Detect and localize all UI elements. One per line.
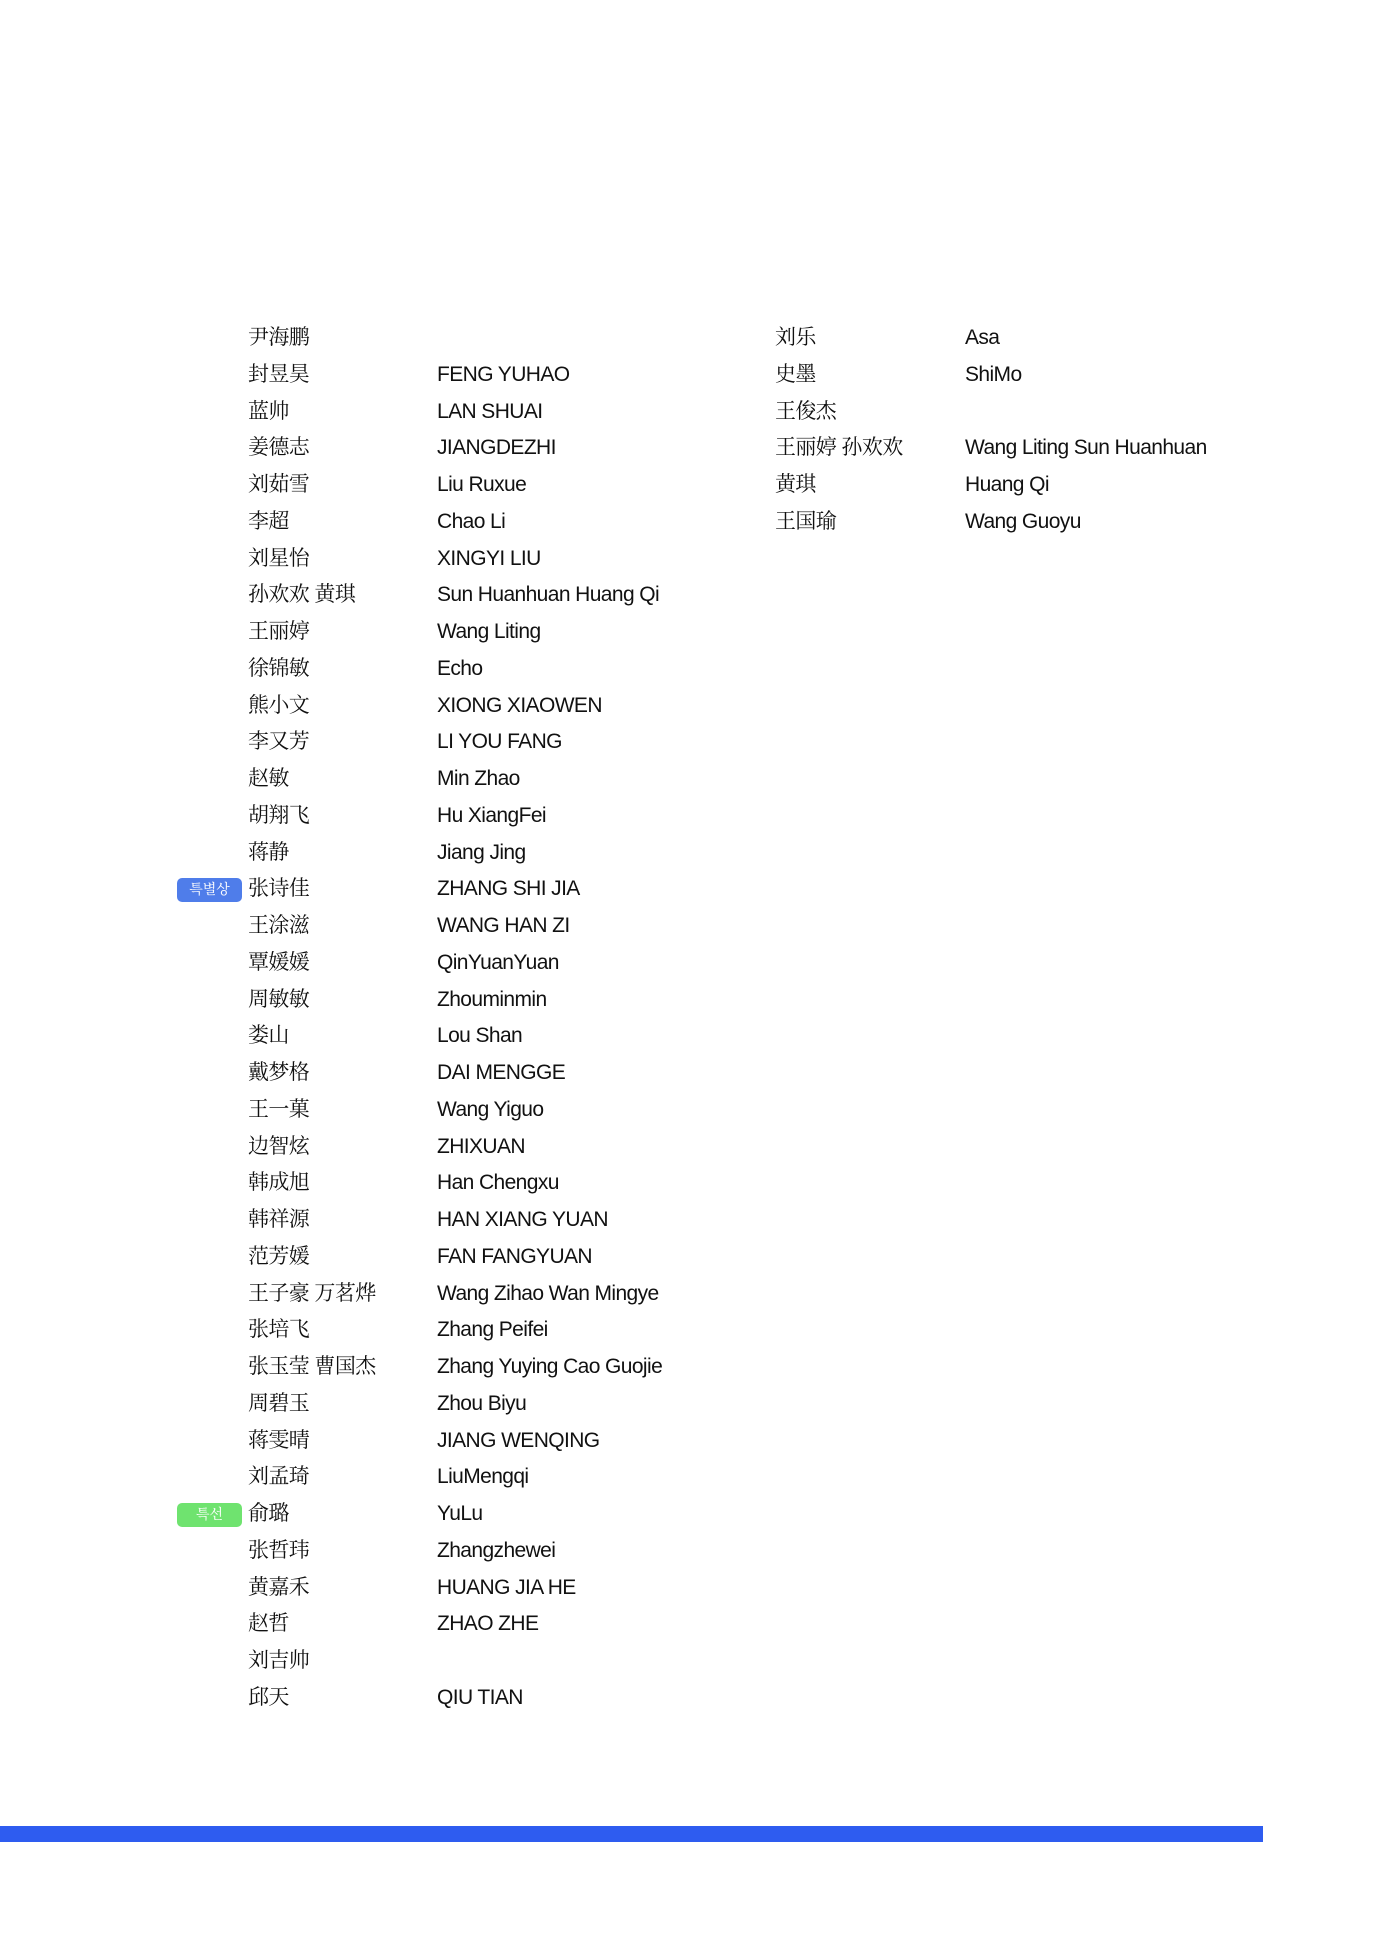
romanized-name: Huang Qi — [965, 473, 1049, 496]
romanized-name: Min Zhao — [437, 767, 520, 790]
name-row — [0, 1276, 760, 1313]
chinese-name: 刘乐 — [775, 326, 816, 349]
chinese-name: 孙欢欢 黄琪 — [248, 583, 356, 607]
chinese-name: 周碧玉 — [248, 1391, 310, 1415]
name-row — [0, 908, 760, 945]
romanized-name: ZHANG SHI JIA — [437, 877, 580, 901]
name-row — [0, 1349, 760, 1386]
chinese-name: 王子豪 万茗烨 — [248, 1281, 376, 1305]
name-row — [775, 320, 1375, 357]
chinese-name: 赵哲 — [248, 1612, 289, 1636]
romanized-name: LiuMengqi — [437, 1465, 529, 1489]
romanized-name: JIANGDEZHI — [437, 436, 556, 460]
romanized-name: Asa — [965, 326, 1000, 349]
name-row — [0, 1165, 760, 1202]
name-row — [775, 504, 1375, 541]
name-row — [0, 798, 760, 835]
chinese-name: 封昱昊 — [248, 362, 310, 386]
romanized-name: Lou Shan — [437, 1024, 523, 1048]
bottom-accent-bar — [0, 1826, 1263, 1842]
chinese-name: 张培飞 — [248, 1318, 310, 1342]
name-row — [0, 467, 760, 504]
romanized-name: XINGYI LIU — [437, 546, 541, 570]
chinese-name: 刘吉帅 — [248, 1649, 310, 1672]
chinese-name: 韩祥源 — [248, 1208, 310, 1231]
romanized-name: ZHIXUAN — [437, 1134, 525, 1158]
name-row — [0, 1129, 760, 1166]
name-row — [0, 394, 760, 431]
name-row — [0, 1312, 760, 1349]
chinese-name: 王丽婷 孙欢欢 — [775, 436, 903, 460]
romanized-name: Zhouminmin — [437, 987, 547, 1011]
romanized-name: QIU TIAN — [437, 1685, 523, 1709]
chinese-name: 张诗佳 — [248, 877, 310, 901]
name-row — [0, 871, 760, 908]
romanized-name: Sun Huanhuan Huang Qi — [437, 583, 660, 607]
name-row — [0, 614, 760, 651]
romanized-name: Zhang Yuying Cao Guojie — [437, 1355, 663, 1378]
romanized-name: LI YOU FANG — [437, 730, 562, 754]
chinese-name: 边智炫 — [248, 1134, 310, 1158]
chinese-name: 姜德志 — [248, 436, 310, 460]
chinese-name: 胡翔飞 — [248, 803, 310, 827]
chinese-name: 黄嘉禾 — [248, 1575, 310, 1599]
name-row — [0, 1055, 760, 1092]
chinese-name: 黄琪 — [775, 473, 816, 496]
left-name-list — [0, 320, 760, 1717]
chinese-name: 张玉莹 曹国杰 — [248, 1355, 376, 1378]
name-row — [0, 1570, 760, 1607]
name-row — [0, 1643, 760, 1680]
romanized-name: ShiMo — [965, 362, 1022, 386]
chinese-name: 韩成旭 — [248, 1171, 310, 1195]
romanized-name: Chao Li — [437, 509, 506, 533]
name-row — [0, 688, 760, 725]
chinese-name: 王俊杰 — [775, 399, 837, 423]
romanized-name: FENG YUHAO — [437, 362, 570, 386]
name-row — [0, 577, 760, 614]
romanized-name: YuLu — [437, 1502, 483, 1525]
romanized-name: FAN FANGYUAN — [437, 1244, 592, 1268]
chinese-name: 刘星怡 — [248, 546, 310, 570]
romanized-name: Wang Liting — [437, 620, 541, 643]
chinese-name: 刘茹雪 — [248, 473, 310, 496]
romanized-name: Zhangzhewei — [437, 1538, 556, 1562]
name-row — [0, 1533, 760, 1570]
name-row — [775, 394, 1375, 431]
name-row — [775, 357, 1375, 394]
romanized-name: LAN SHUAI — [437, 399, 543, 423]
chinese-name: 王丽婷 — [248, 620, 310, 643]
romanized-name: Hu XiangFei — [437, 803, 546, 827]
romanized-name: QinYuanYuan — [437, 950, 559, 974]
romanized-name: HAN XIANG YUAN — [437, 1208, 608, 1231]
romanized-name: WANG HAN ZI — [437, 914, 570, 937]
chinese-name: 王国瑜 — [775, 509, 837, 533]
name-row — [0, 982, 760, 1019]
chinese-name: 蒋雯晴 — [248, 1428, 310, 1452]
name-row — [0, 504, 760, 541]
chinese-name: 徐锦敏 — [248, 656, 310, 680]
chinese-name: 赵敏 — [248, 767, 289, 790]
chinese-name: 俞璐 — [248, 1502, 289, 1525]
name-row — [0, 1018, 760, 1055]
romanized-name: Zhang Peifei — [437, 1318, 548, 1342]
name-row — [0, 945, 760, 982]
name-row — [0, 724, 760, 761]
romanized-name: DAI MENGGE — [437, 1061, 566, 1084]
award-badge: 특별상 — [177, 878, 242, 902]
name-row — [0, 320, 760, 357]
chinese-name: 蓝帅 — [248, 399, 289, 423]
chinese-name: 周敏敏 — [248, 987, 310, 1011]
chinese-name: 覃媛媛 — [248, 950, 310, 974]
chinese-name: 张哲玮 — [248, 1538, 310, 1562]
chinese-name: 王一菓 — [248, 1097, 310, 1121]
chinese-name: 李超 — [248, 509, 289, 533]
chinese-name: 刘孟琦 — [248, 1465, 310, 1489]
romanized-name: Wang Guoyu — [965, 509, 1081, 533]
chinese-name: 李又芳 — [248, 730, 310, 754]
name-row — [0, 651, 760, 688]
chinese-name: 蒋静 — [248, 840, 289, 864]
romanized-name: Wang Yiguo — [437, 1097, 544, 1121]
name-row — [0, 835, 760, 872]
name-row — [0, 1239, 760, 1276]
romanized-name: Echo — [437, 656, 483, 680]
romanized-name: Liu Ruxue — [437, 473, 527, 496]
romanized-name: ZHAO ZHE — [437, 1612, 539, 1636]
name-row — [0, 761, 760, 798]
chinese-name: 娄山 — [248, 1024, 289, 1048]
chinese-name: 尹海鹏 — [248, 326, 310, 349]
name-row — [0, 1386, 760, 1423]
romanized-name: Zhou Biyu — [437, 1391, 527, 1415]
name-row — [0, 357, 760, 394]
chinese-name: 邱天 — [248, 1685, 289, 1709]
romanized-name: JIANG WENQING — [437, 1428, 600, 1452]
romanized-name: HUANG JIA HE — [437, 1575, 576, 1599]
right-name-list — [775, 320, 1375, 541]
name-row — [0, 1680, 760, 1717]
romanized-name: Jiang Jing — [437, 840, 526, 864]
name-row — [0, 430, 760, 467]
chinese-name: 史墨 — [775, 362, 816, 386]
romanized-name: Han Chengxu — [437, 1171, 559, 1195]
name-row — [775, 430, 1375, 467]
chinese-name: 熊小文 — [248, 693, 310, 717]
name-row — [0, 1423, 760, 1460]
award-badge: 특선 — [177, 1503, 242, 1527]
name-row — [0, 1606, 760, 1643]
name-row — [0, 1496, 760, 1533]
name-row — [775, 467, 1375, 504]
romanized-name: Wang Liting Sun Huanhuan — [965, 436, 1207, 460]
name-row — [0, 1459, 760, 1496]
chinese-name: 戴梦格 — [248, 1061, 310, 1084]
romanized-name: Wang Zihao Wan Mingye — [437, 1281, 659, 1305]
romanized-name: XIONG XIAOWEN — [437, 693, 602, 717]
name-row — [0, 541, 760, 578]
name-row — [0, 1092, 760, 1129]
chinese-name: 范芳媛 — [248, 1244, 310, 1268]
chinese-name: 王涂滋 — [248, 914, 310, 937]
name-row — [0, 1202, 760, 1239]
